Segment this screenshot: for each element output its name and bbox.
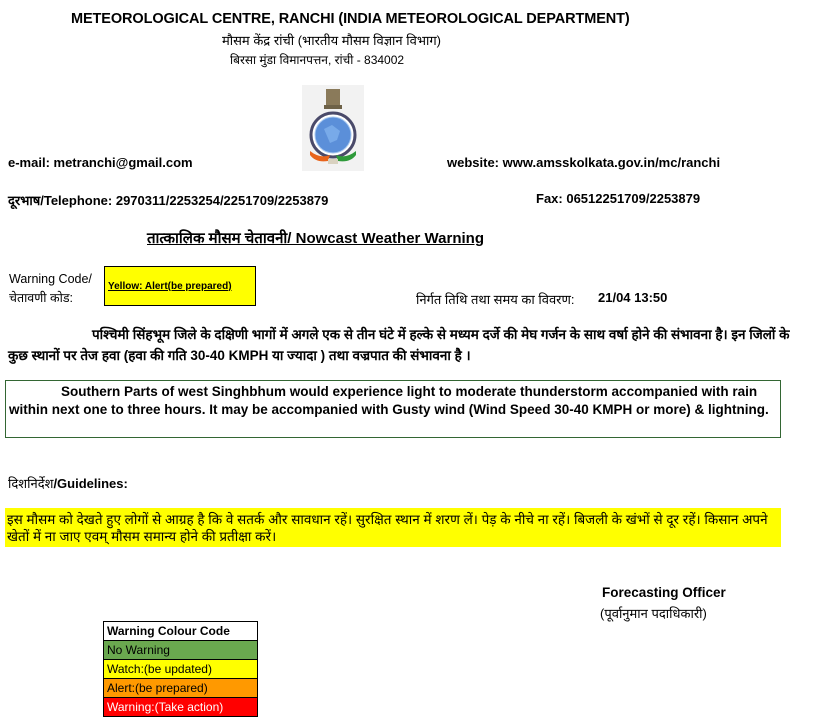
guidelines-heading-hindi: दिशनिर्देश	[8, 476, 54, 491]
legend-header: Warning Colour Code	[104, 622, 258, 641]
document-title: तात्कालिक मौसम चेतावनी/ Nowcast Weather Warning	[147, 230, 484, 247]
warning-colour-code-legend	[103, 621, 258, 717]
warning-code-label	[9, 270, 104, 308]
fax-number: Fax: 06512251709/2253879	[536, 191, 701, 206]
legend-header-row	[104, 622, 258, 641]
warning-text-english-body: Southern Parts of west Singhbhum would experience light to moderate thunderstorm accompanied with rain within next one to three hours. It may be accompanied with Gusty wind (Wind Speed 30-40 KMPH or more) & lightning.	[9, 384, 769, 417]
imd-emblem-icon	[302, 85, 364, 171]
telephone-numbers: दूरभाष/Telephone: 2970311/2253254/2251709/2253879	[8, 193, 329, 208]
issue-datetime-value: 21/04 13:50	[598, 290, 668, 305]
website-address: website: www.amsskolkata.gov.in/mc/ranchi	[447, 155, 721, 170]
legend-row	[104, 698, 258, 717]
legend-row	[104, 679, 258, 698]
legend-row	[104, 641, 258, 660]
forecasting-officer-title-hindi: (पूर्वानुमान पदाधिकारी)	[600, 606, 707, 621]
warning-text-english-box	[5, 380, 781, 438]
warning-code-label-english: Warning Code/	[9, 272, 92, 286]
email-address: e-mail: metranchi@gmail.com	[8, 155, 193, 170]
warning-text-hindi	[8, 324, 798, 366]
warning-text-hindi-body: पश्चिमी सिंहभूम जिले के दक्षिणी भागों में अगले एक से तीन घंटे में हल्के से मध्यम दर्जे की मेघ गर्जन के साथ वर्षा होने की संभावना है। इन जिलों के कुछ स्थानों पर तेज हवा (हवा की गति 30-40 KMPH या ज्यादा ) तथा वज्रपात की संभावना है ।	[8, 327, 790, 363]
warning-code-value: Yellow: Alert(be prepared)	[108, 280, 232, 292]
legend-watch: Watch:(be updated)	[104, 660, 258, 679]
warning-code-label-hindi: चेतावणी कोड:	[9, 291, 73, 305]
legend-row	[104, 660, 258, 679]
legend-no-warning: No Warning	[104, 641, 258, 660]
forecasting-officer-title: Forecasting Officer	[602, 585, 726, 600]
warning-code-badge	[104, 266, 256, 306]
guidelines-heading	[8, 474, 128, 492]
legend-alert: Alert:(be prepared)	[104, 679, 258, 698]
guidelines-heading-english: /Guidelines:	[53, 476, 128, 491]
legend-warning: Warning:(Take action)	[104, 698, 258, 717]
guidelines-text: इस मौसम को देखते हुए लोगों से आग्रह है कि वे सतर्क और सावधान रहें। सुरक्षित स्थान में शरण लें। पेड़ के नीचे ना रहें। बिजली के खंभों से दूर रहें। किसान अपने खेतों में ना जाए एवम् मौसम समान्य होने की प्रतीक्षा करें।	[5, 508, 781, 547]
office-address-hindi: बिरसा मुंडा विमानपत्तन, रांची - 834002	[230, 53, 405, 67]
office-title-english: METEOROLOGICAL CENTRE, RANCHI (INDIA METEOROLOGICAL DEPARTMENT)	[71, 11, 630, 27]
issue-datetime-label: निर्गत तिथि तथा समय का विवरण:	[416, 292, 575, 307]
office-title-hindi: मौसम केंद्र रांची (भारतीय मौसम विज्ञान विभाग)	[222, 33, 441, 48]
